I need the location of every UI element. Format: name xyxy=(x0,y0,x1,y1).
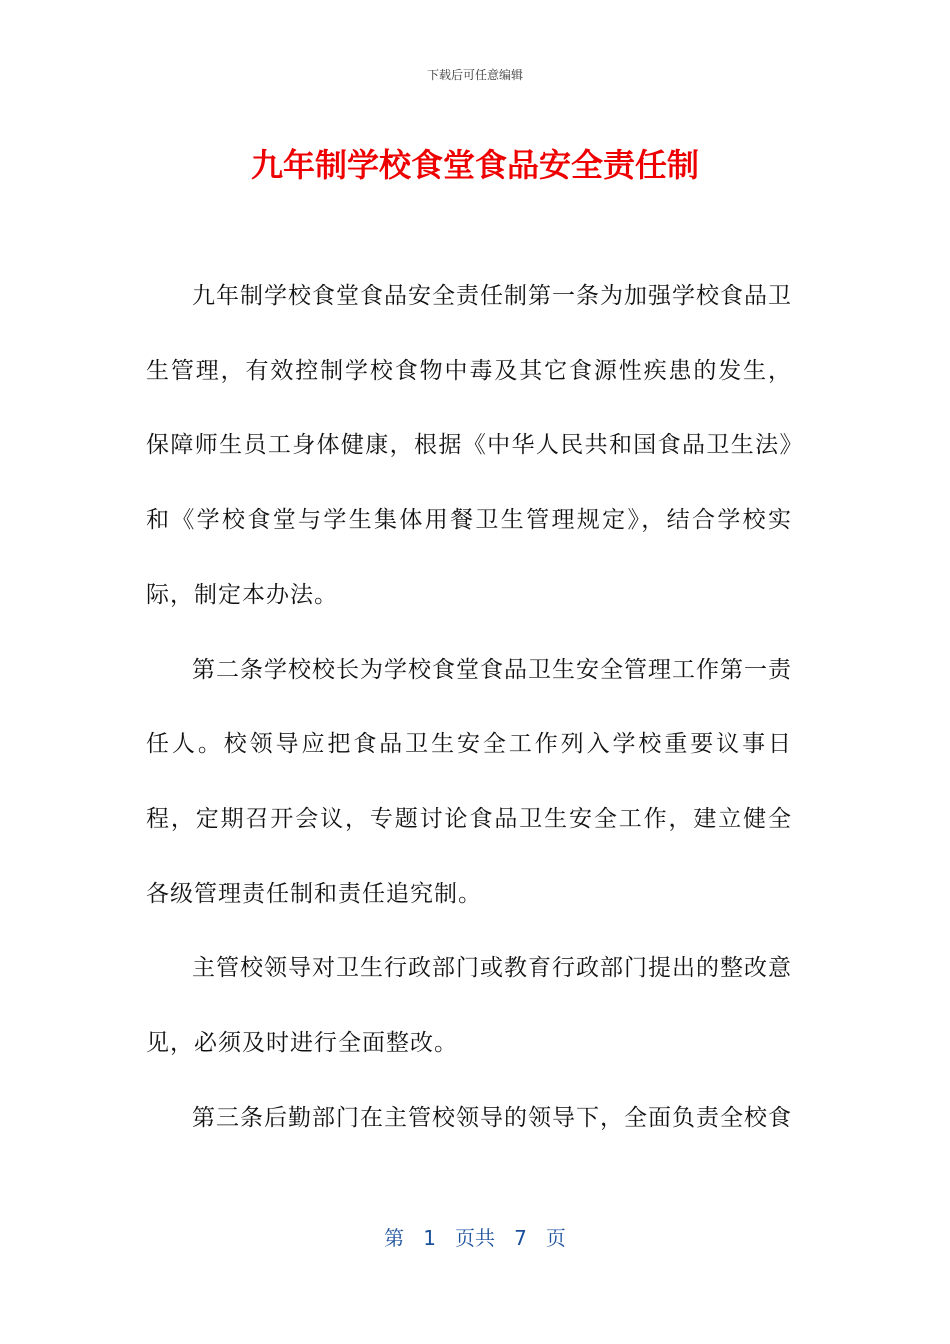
page-mid: 页共 xyxy=(455,1226,495,1250)
paragraph-3: 主管校领导对卫生行政部门或教育行政部门提出的整改意见，必须及时进行全面整改。 xyxy=(146,955,792,1057)
paragraph-4: 第三条后勤部门在主管校领导的领导下，全面负责全校食 xyxy=(192,1104,792,1131)
paragraph-1: 九年制学校食堂食品安全责任制第一条为加强学校食品卫生管理，有效控制学校食物中毒及其它食源性疾患的发生，保障师生员工身体健康，根据《中华人民共和国食品卫生法》和《学校食堂与学生集体用餐卫生管理规定》，结合学校实际，制定本办法。 xyxy=(146,283,792,608)
current-page-number: 1 xyxy=(423,1226,436,1250)
page-suffix: 页 xyxy=(545,1226,566,1250)
paragraph-2: 第二条学校校长为学校食堂食品卫生安全管理工作第一责任人。校领导应把食品卫生安全工作列入学校重要议事日程，定期召开会议，专题讨论食品卫生安全工作，建立健全各级管理责任制和责任追究制。 xyxy=(146,656,792,907)
document-title: 九年制学校食堂食品安全责任制 xyxy=(250,146,699,184)
document-body xyxy=(146,259,792,1155)
total-pages-number: 7 xyxy=(514,1226,527,1250)
header-note: 下载后可任意编辑 xyxy=(426,68,523,82)
page-footer xyxy=(0,1222,950,1251)
page-prefix: 第 xyxy=(384,1226,405,1250)
